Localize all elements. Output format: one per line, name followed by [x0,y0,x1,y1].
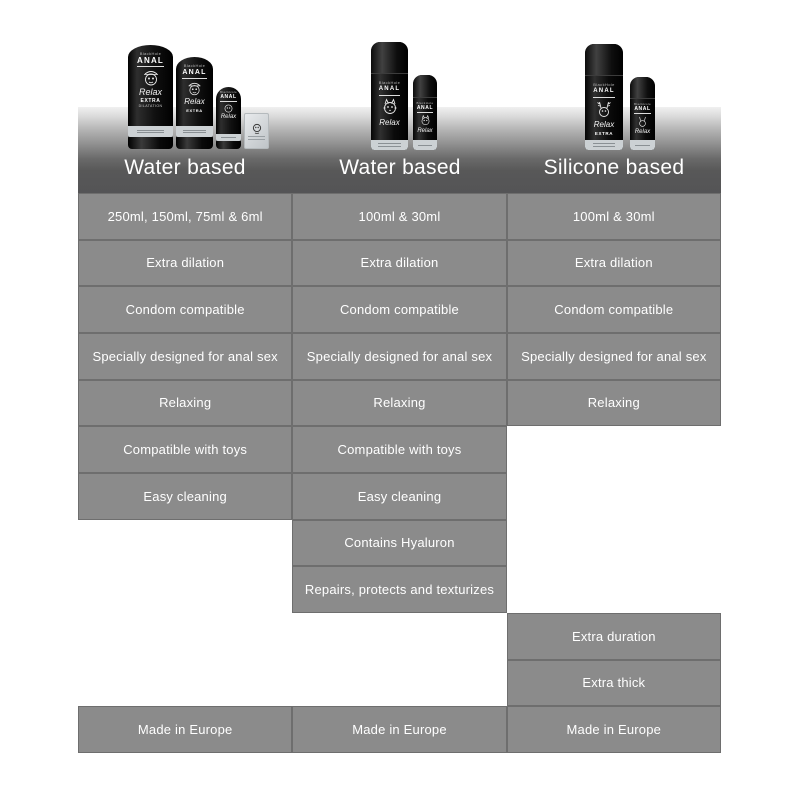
label-bottom-band [216,134,241,141]
feature-cell [507,613,721,660]
label-bottom-band [413,140,437,150]
feature-text: Compatible with toys [337,442,462,458]
feature-cell [292,706,506,753]
feature-cell [78,286,292,333]
bottle-label [413,98,437,150]
feature-text: Extra dilation [360,255,439,271]
brand-label: BlackHole [633,102,652,107]
tube-cap [128,136,173,149]
product-name-label: ANAL [136,56,165,65]
feature-text: Easy cleaning [357,488,442,504]
empty-cell [507,473,721,520]
feature-cell [78,706,292,753]
feature-text: Specially designed for anal sex [306,348,493,364]
extra-label: EXTRA [140,98,161,104]
tube-body [128,45,173,137]
script-label: Relax [379,118,400,128]
feature-cell [292,286,506,333]
gorilla-icon [252,123,262,135]
product-name-label: ANAL [182,68,206,79]
product-name-label: ANAL [634,106,651,113]
product-photo-water-based-bottles [371,42,437,150]
feature-text: Specially designed for anal sex [521,348,707,364]
feature-text: Specially designed for anal sex [92,348,278,364]
gorilla-icon [141,68,161,86]
feature-cell [292,566,506,613]
brand-label: BlackHole [416,100,434,105]
feature-cell [507,706,721,753]
product-name-label: ANAL [593,87,614,98]
brand-label: BlackHole [593,81,615,87]
feature-text: Extra thick [582,675,646,691]
feature-text: Extra duration [571,628,656,644]
empty-cell [507,566,721,613]
sachet-packet [244,113,269,149]
feature-cell [507,660,721,707]
feature-text: 250ml, 150ml, 75ml & 6ml [107,208,263,224]
bottle-label [371,74,408,150]
feature-cell [78,380,292,427]
tube-body [176,57,213,137]
script-label: Relax [184,97,205,106]
brand-label: BlackHole [378,80,401,86]
brand-label: BlackHole [219,90,238,94]
feature-cell [292,193,506,240]
tube-cap [176,136,213,149]
feature-text: Relaxing [587,395,640,411]
brand-label: BlackHole [139,51,162,56]
product-photo-water-based-tubes [128,45,269,149]
script-label: Relax [634,129,651,136]
feature-text: Condom compatible [125,302,245,318]
column-header-water-based-1: Water based [124,156,246,179]
feature-text: Relaxing [159,395,212,411]
feature-cell [507,380,721,427]
feature-grid [78,193,721,753]
empty-cell [78,660,292,707]
empty-cell [78,520,292,567]
wolf-icon [380,97,400,117]
brand-label: BlackHole [183,63,206,68]
feature-text: Compatible with toys [123,442,248,458]
script-label: Relax [220,114,237,120]
feature-text: Extra dilation [146,255,225,271]
empty-cell [78,613,292,660]
feature-cell [292,426,506,473]
bottle-small [630,77,655,150]
tube-medium [176,57,213,149]
bottle-large [585,44,623,150]
tube-body [216,87,241,141]
feature-cell [507,286,721,333]
empty-cell [507,426,721,473]
feature-cell [292,240,506,287]
feature-cell [292,380,506,427]
feature-text: Contains Hyaluron [344,535,455,551]
feature-text: Made in Europe [352,722,447,738]
empty-cell [507,520,721,567]
extra-label: EXTRA [594,130,614,136]
label-bottom-band [371,140,408,150]
feature-text: Condom compatible [554,302,674,318]
column-header-silicone-based: Silicone based [543,156,685,179]
feature-cell [292,520,506,567]
label-bottom-band [630,140,655,150]
feature-cell [292,333,506,380]
feature-text: 100ml & 30ml [358,208,441,224]
feature-text: Made in Europe [137,722,233,738]
feature-cell [78,193,292,240]
label-bottom-band [176,126,213,137]
gorilla-icon [223,103,234,113]
script-label: Relax [417,127,433,134]
feature-text: Extra dilation [574,255,653,271]
deer-icon [594,99,614,119]
product-name-label: ANAL [416,104,434,111]
extra-label: EXTRA [186,108,203,113]
label-bottom-band [128,126,173,137]
wolf-icon [419,114,432,127]
feature-cell [78,473,292,520]
feature-text: Easy cleaning [143,488,227,504]
feature-text: Made in Europe [566,722,662,738]
feature-text: Relaxing [373,395,426,411]
bottle-cap [371,42,408,74]
bottle-cap [630,77,655,99]
empty-cell [292,660,506,707]
script-label: Relax [138,87,162,97]
feature-text: Repairs, protects and texturizes [304,582,495,598]
product-photo-silicone-based-bottles [585,44,655,150]
column-header-water-based-2: Water based [339,156,461,179]
bottle-cap [585,44,623,76]
tube-cap [216,140,241,149]
feature-cell [507,240,721,287]
bottle-large [371,42,408,150]
bottle-label [585,76,623,150]
feature-cell [507,193,721,240]
label-bottom-band [585,140,623,150]
feature-text: 100ml & 30ml [572,208,655,224]
deer-icon [636,115,649,128]
tube-large [128,45,173,149]
feature-cell [78,333,292,380]
feature-cell [292,473,506,520]
bottle-label [630,99,655,150]
product-name-label: ANAL [220,94,237,100]
gorilla-icon [186,80,203,96]
feature-cell [78,426,292,473]
bottle-small [413,75,437,150]
script-label: Relax [593,119,615,129]
empty-cell [78,566,292,613]
feature-cell [78,240,292,287]
bottle-cap [413,75,437,98]
tube-small [216,87,241,149]
feature-text: Condom compatible [339,302,459,318]
product-name-label: ANAL [379,85,400,96]
empty-cell [292,613,506,660]
extra-sub-label: DILATATION [138,104,163,108]
feature-cell [507,333,721,380]
